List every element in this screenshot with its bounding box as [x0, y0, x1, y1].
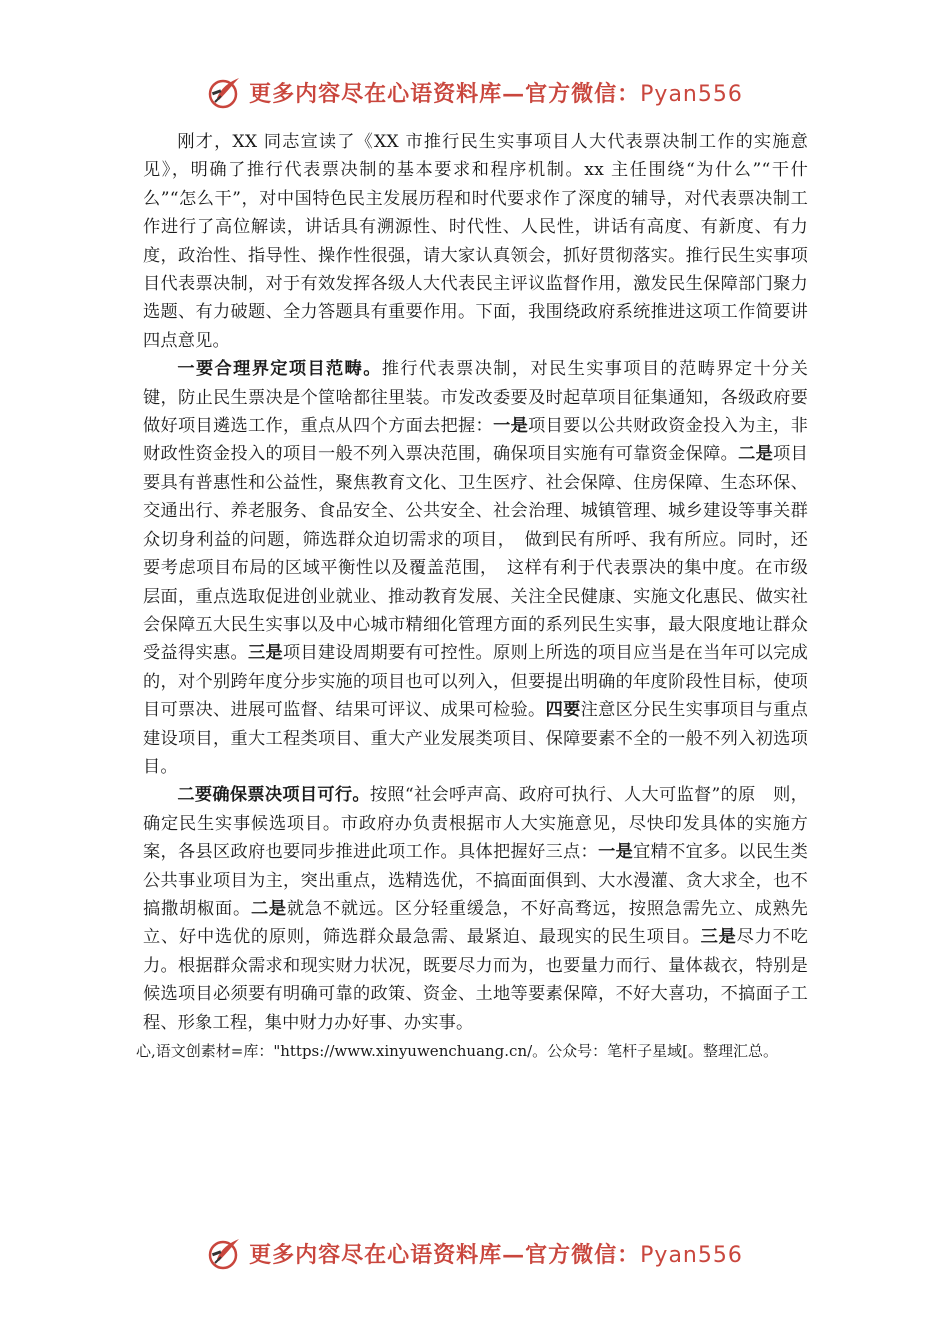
body-text: 按照“社会呼声高、政府可执行、人大可监督”的原 则，确定民生实事候选项目。市政府办负责根据市人大实施意见，尽快印发具体的实施方案，各县区政府也要同步推进此项工作。具体把握好三点：: [143, 785, 809, 863]
bold-heading-text: 三是: [248, 643, 284, 664]
bold-heading-text: 二是: [250, 898, 287, 919]
banner-text: 更多内容尽在心语资料库—官方微信：Pyan556: [249, 1241, 743, 1268]
header-banner: [0, 70, 950, 114]
bold-heading-text: 三是: [700, 927, 737, 948]
body-text: 就急不就远。区分轻重缓急，不好高骛远，按照急需先立、成熟先立、好中选优的原则，筛选群众最急需、最紧迫、最现实的民生项目。: [143, 898, 808, 948]
bold-heading-text: 一是: [598, 842, 634, 863]
paragraph-section-1: [143, 355, 826, 781]
body-text: 项目建设周期要有可控性。原则上所选的项目应当是在当年可以完成的，对个别跨年度分步实施的项目也可以列入，但要提出明确的年度阶段性目标，使项目可票决、进展可监督、结果可评议、成果可检验。: [143, 643, 808, 721]
body-text: 项目要具有普惠性和公益性，聚焦教育文化、卫生医疗、社会保障、住房保障、生态环保、交通出行、养老服务、食品安全、公共安全、社会治理、城镇管理、城乡建设等事关群众切身利益的问题，筛选群众迫切需求的项目， 做到民有所呼、我有所应。同时，还要考虑项目布局的区域平衡性以及覆盖范围， 这样有利于代表票决的集中度。在市级层面，重点选取促进创业就业、推动教育发展、关注全民健康、实施文化惠民、做实社会保障五大民生实事以及中心城市精细化管理方面的系列民生实事，最大限度地让群众受益得实惠。: [143, 444, 808, 664]
paragraph-intro: [143, 128, 808, 355]
bold-heading-text: 一要合理界定项目范畴。: [177, 359, 382, 380]
body-text: 尽力不吃力。根据群众需求和现实财力状况，既要尽力而为，也要量力而行、量体裁衣，特别是候选项目必须要有明确可靠的政策、资金、土地等要素保障，不好大喜功，不搞面子工程、形象工程，集中财力办好事、办实事。: [143, 927, 808, 1033]
footer-banner: [0, 1231, 950, 1275]
paragraph-section-2: [143, 781, 808, 1037]
body-text: 项目要以公共财政资金投入为主，非财政性资金投入的项目一般不列入票决范围，确保项目实施有可靠资金保障。: [143, 416, 809, 465]
body-text: 注意区分民生实事项目与重点建设项目，重大工程类项目、重大产业发展类项目、保障要素不全的一般不列入初选项目。: [143, 700, 808, 777]
body-text: 刚才，XX 同志宣读了《XX 市推行民生实事项目人大代表票决制工作的实施意见》，明确了推行代表票决制的基本要求和程序机制。xx 主任围绕“为什么”“干什么”“怎么干”，对中国特色民主发展历程和时代要求作了深度的辅导，对代表票决制工作进行了高位解读，讲话具有溯源性、时代性、人民性，讲话有高度、有新度、有力度，政治性、指导性、操作性很强，请大家认真领会，抓好贯彻落实。推行民生实事项目代表票决制，对于有效发挥各级人大代表民主评议监督作用，激发民生保障部门聚力选题、有力破题、全力答题具有重要作用。下面，我围绕政府系统推进这项工作简要讲四点意见。: [143, 132, 808, 351]
scroll-quill-logo-icon: [207, 1235, 243, 1271]
bold-heading-text: 一是: [493, 416, 529, 437]
bold-heading-text: 二要确保票决项目可行。: [177, 785, 370, 806]
document-body: [143, 128, 826, 1037]
body-text: 宜精不宜多。以民生类公共事业项目为主，突出重点，选精选优，不搞面面俱到、大水漫灌、贪大求全，也不搞撒胡椒面。: [143, 842, 809, 919]
bold-heading-text: 四要: [545, 700, 581, 721]
body-text: 推行代表票决制，对民生实事项目的范畴界定十分关 键，防止民生票决是个筐啥都往里装。市发改委要及时起草项目征集通知，各级政府要做好项目遴选工作，重点从四个方面去把握：: [143, 359, 826, 437]
scroll-quill-logo-icon: [207, 74, 243, 110]
source-note: 心,语文创素材=库："https://www.xinyuwenchuang.cn/。公众号：笔杆子星域[。整理汇总。: [136, 1042, 779, 1060]
banner-text: 更多内容尽在心语资料库—官方微信：Pyan556: [249, 80, 743, 107]
bold-heading-text: 二是: [738, 444, 774, 465]
